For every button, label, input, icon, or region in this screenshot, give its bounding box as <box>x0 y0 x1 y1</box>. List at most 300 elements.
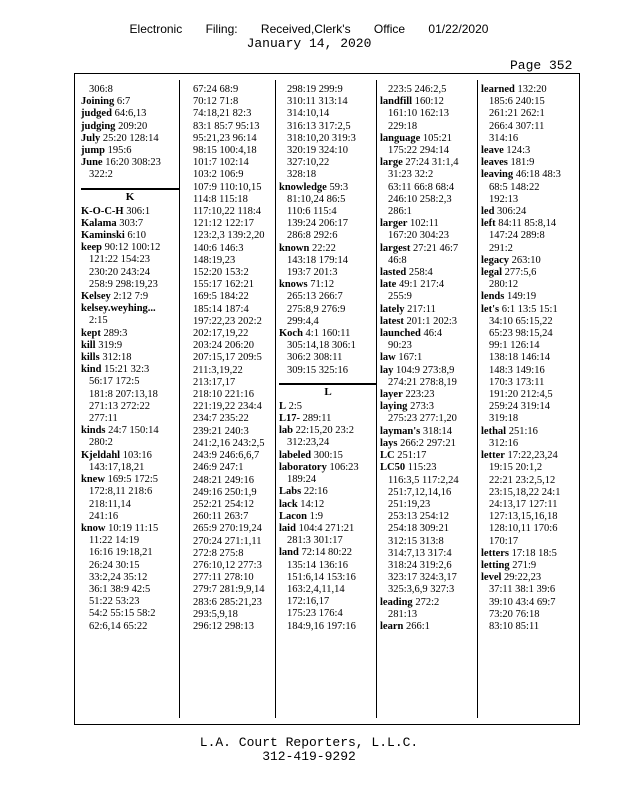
page-number: Page 352 <box>510 58 573 73</box>
index-entry <box>279 547 377 559</box>
index-word: know <box>81 522 106 534</box>
index-word: laboratory <box>279 461 327 473</box>
index-refs-continued: 325:3,6,9 327:3 <box>388 584 455 596</box>
index-refs-continued: 327:10,22 <box>287 157 330 169</box>
index-refs-continued: 272:8 275:8 <box>193 547 244 559</box>
index-refs-continued: 318:24 319:2,6 <box>388 559 452 571</box>
index-refs: 115:23 <box>407 462 437 474</box>
index-refs-continued: 39:10 43:4 69:7 <box>489 596 556 608</box>
index-refs-continued: 37:11 38:1 39:6 <box>489 584 556 596</box>
index-refs-continued: 148:3 149:16 <box>489 364 545 376</box>
index-entry <box>380 438 478 450</box>
index-refs: 104:9 273:8,9 <box>396 364 455 376</box>
index-entry <box>481 304 579 316</box>
filing-header <box>0 22 618 36</box>
index-entry <box>81 352 179 364</box>
index-refs-continued: 33:2,24 35:12 <box>89 571 148 583</box>
index-word: laid <box>279 522 296 534</box>
index-word: known <box>279 242 310 254</box>
index-entry <box>380 304 478 316</box>
index-word: landfill <box>380 96 413 108</box>
index-word: Kaminski <box>81 230 125 242</box>
index-refs-continued: 2:15 <box>89 315 108 327</box>
index-refs-continued: 229:18 <box>388 120 418 132</box>
index-refs-continued: 310:11 313:14 <box>287 96 348 108</box>
index-refs-continued: 277:11 <box>89 413 118 425</box>
index-entry <box>481 206 579 218</box>
index-refs-continued: 99:1 126:14 <box>489 340 540 352</box>
index-refs: 17:18 18:5 <box>511 547 557 559</box>
index-word: kinds <box>81 425 106 437</box>
index-refs: 160:12 <box>414 96 444 108</box>
index-refs: 6:1 13:5 15:1 <box>501 303 558 315</box>
index-refs: 22:22 <box>311 242 336 254</box>
index-refs: 16:20 308:23 <box>105 157 161 169</box>
index-refs-continued: 31:23 32:2 <box>388 169 434 181</box>
index-refs: 277:5,6 <box>504 267 537 279</box>
index-entry <box>380 218 478 230</box>
index-refs-continued: 202:17,19,22 <box>193 328 249 340</box>
index-refs-continued: 291:2 <box>489 242 513 254</box>
index-refs-continued: 293:5,9,18 <box>193 608 238 620</box>
index-refs: 195:6 <box>107 145 132 157</box>
section-letter: L <box>279 383 377 399</box>
index-entry <box>380 352 478 364</box>
index-refs-continued: 211:3,19,22 <box>193 364 243 376</box>
index-column-3 <box>279 84 377 633</box>
index-refs-continued: 312:23,24 <box>287 437 330 449</box>
index-refs-continued: 265:9 270:19,24 <box>193 523 262 535</box>
index-refs: 25:20 128:14 <box>102 132 159 144</box>
index-word: judged <box>81 108 112 120</box>
index-refs-continued: 286:8 292:6 <box>287 230 338 242</box>
index-refs-continued: 16:16 19:18,21 <box>89 547 153 559</box>
index-entry <box>279 450 377 462</box>
index-word: layer <box>380 389 403 401</box>
index-refs-continued: 319:18 <box>489 413 519 425</box>
index-entry <box>279 499 377 511</box>
index-word: judging <box>81 120 116 132</box>
index-refs-continued: 83:1 85:7 95:13 <box>193 120 260 132</box>
index-refs-continued: 298:19 299:9 <box>287 84 343 95</box>
index-refs-continued: 123:2,3 139:2,20 <box>193 230 265 242</box>
index-refs-continued: 259:24 319:14 <box>489 401 550 413</box>
index-refs-continued: 169:5 184:22 <box>193 291 249 303</box>
index-word: left <box>481 218 496 230</box>
index-refs: 71:12 <box>310 279 335 291</box>
index-column-1 <box>81 84 179 633</box>
index-refs: 169:5 172:5 <box>107 474 159 486</box>
index-word: lately <box>380 303 405 315</box>
header-date: 01/22/2020 <box>428 22 489 36</box>
index-refs-continued: 116:3,5 117:2,24 <box>388 474 459 486</box>
index-refs-continued: 286:1 <box>388 206 412 218</box>
index-entry <box>279 243 377 255</box>
index-entry <box>380 96 478 108</box>
index-word: Labs <box>279 486 302 498</box>
index-refs-continued: 175:22 294:14 <box>388 145 449 157</box>
index-refs-continued: 11:22 14:19 <box>89 535 140 547</box>
index-refs: 266:1 <box>405 620 430 632</box>
index-refs-continued: 213:17,17 <box>193 376 236 388</box>
index-entry <box>380 389 478 401</box>
index-entry <box>81 474 179 486</box>
index-refs-continued: 73:20 76:18 <box>489 608 540 620</box>
index-refs-continued: 90:23 <box>388 340 412 352</box>
index-refs-continued: 22:21 23:2,5,12 <box>489 474 556 486</box>
index-word: late <box>380 279 397 291</box>
index-refs: 10:19 11:15 <box>108 522 159 534</box>
index-entry <box>380 426 478 438</box>
index-refs-continued: 309:15 325:16 <box>287 364 348 376</box>
index-refs-continued: 281:13 <box>388 608 418 620</box>
index-refs-continued: 299:4,4 <box>287 315 319 327</box>
index-word: leading <box>380 596 413 608</box>
index-refs-continued: 261:21 262:1 <box>489 108 545 120</box>
column-divider <box>477 80 478 718</box>
index-refs-continued: 189:24 <box>287 474 317 486</box>
index-word: let's <box>481 303 500 315</box>
index-refs: 251:16 <box>508 425 538 437</box>
index-refs-continued: 172:16,17 <box>287 596 330 608</box>
index-entry <box>279 328 377 340</box>
index-word: LC <box>380 450 395 462</box>
index-word: knew <box>81 474 105 486</box>
index-entry <box>279 523 377 535</box>
section-letter: K <box>81 188 179 204</box>
index-refs-continued: 249:16 250:1,9 <box>193 486 257 498</box>
index-word: lack <box>279 498 298 510</box>
index-word: knowledge <box>279 181 327 193</box>
index-refs-continued: 184:9,16 197:16 <box>287 620 356 632</box>
index-entry <box>481 169 579 181</box>
index-refs: 272:2 <box>415 596 440 608</box>
index-refs-continued: 143:18 179:14 <box>287 254 348 266</box>
index-refs-continued: 253:13 254:12 <box>388 511 449 523</box>
index-refs: 217:11 <box>407 303 436 315</box>
index-word: law <box>380 352 396 364</box>
index-refs-continued: 197:22,23 202:2 <box>193 315 262 327</box>
index-refs: 59:3 <box>329 181 349 193</box>
index-refs: 306:1 <box>126 205 151 217</box>
index-refs: 15:21 32:3 <box>104 364 150 376</box>
index-word: largest <box>380 242 411 254</box>
index-entry <box>481 267 579 279</box>
index-entry <box>279 462 377 474</box>
index-word: launched <box>380 328 421 340</box>
index-refs-continued: 185:14 187:4 <box>193 303 249 315</box>
index-refs-continued: 316:13 317:2,5 <box>287 120 351 132</box>
index-refs-continued: 181:8 207:13,18 <box>89 388 158 400</box>
index-refs-continued: 175:23 176:4 <box>287 608 343 620</box>
index-refs-continued: 312:15 313:8 <box>388 535 444 547</box>
index-refs-continued: 193:7 201:3 <box>287 267 338 279</box>
index-refs: 104:4 271:21 <box>298 522 355 534</box>
index-refs-continued: 62:6,14 65:22 <box>89 620 148 632</box>
index-word: large <box>380 157 403 169</box>
index-refs-continued: 185:6 240:15 <box>489 96 545 108</box>
index-entry <box>380 328 478 340</box>
index-refs-continued: 51:22 53:23 <box>89 596 140 608</box>
index-refs: 27:24 31:1,4 <box>405 157 459 169</box>
index-entry <box>380 462 478 474</box>
index-refs: 106:23 <box>329 461 359 473</box>
index-refs-continued: 258:9 298:19,23 <box>89 278 158 290</box>
index-refs-continued: 241:2,16 243:2,5 <box>193 437 265 449</box>
index-refs-continued: 281:3 301:17 <box>287 535 343 547</box>
index-entry <box>380 401 478 413</box>
index-refs: 27:21 46:7 <box>412 242 459 254</box>
index-word: lay <box>380 364 394 376</box>
index-refs: 300:15 <box>313 449 343 461</box>
index-refs-continued: 318:10,20 319:3 <box>287 132 356 144</box>
header-office: Office <box>373 22 406 36</box>
index-entry <box>279 182 377 194</box>
index-word: land <box>279 547 299 559</box>
index-refs-continued: 24:13,17 127:11 <box>489 498 558 510</box>
index-entry <box>81 218 179 230</box>
index-word: larger <box>380 218 408 230</box>
index-refs: 102:11 <box>410 218 439 230</box>
index-word: lends <box>481 291 505 303</box>
index-entry <box>380 133 478 145</box>
index-refs: 1:9 <box>309 510 324 522</box>
index-entry <box>81 340 179 352</box>
index-refs-continued: 143:17,18,21 <box>89 461 145 473</box>
index-refs-continued: 251:19,23 <box>388 498 431 510</box>
index-refs-continued: 230:20 243:24 <box>89 266 150 278</box>
index-refs-continued: 170:17 <box>489 535 519 547</box>
index-refs: 318:14 <box>422 425 453 437</box>
index-refs-continued: 280:2 <box>89 437 113 449</box>
index-entry <box>380 450 478 462</box>
index-refs-continued: 114:8 115:18 <box>193 193 248 205</box>
index-refs-continued: 63:11 66:8 68:4 <box>388 181 455 193</box>
index-refs: 289:3 <box>103 327 128 339</box>
index-refs-continued: 280:12 <box>489 279 519 291</box>
index-refs-continued: 328:18 <box>287 169 317 181</box>
index-refs-continued: 103:2 106:9 <box>193 169 244 181</box>
index-refs-continued: 107:9 110:10,15 <box>193 181 262 193</box>
index-refs-continued: 275:23 277:1,20 <box>388 413 457 425</box>
index-refs-continued: 172:8,11 218:6 <box>89 486 153 498</box>
index-refs-continued: 83:10 85:11 <box>489 620 540 632</box>
index-refs: 273:3 <box>410 401 434 413</box>
index-refs-continued: 276:10,12 277:3 <box>193 559 262 571</box>
index-entry <box>380 621 478 633</box>
index-refs-continued: 74:18,21 82:3 <box>193 108 252 120</box>
index-word: kept <box>81 327 101 339</box>
index-refs: 64:6,13 <box>114 108 147 120</box>
index-refs-continued: 221:19,22 234:4 <box>193 401 262 413</box>
index-refs-continued: 155:17 162:21 <box>193 279 254 291</box>
index-entry <box>81 157 179 169</box>
index-entry <box>380 157 478 169</box>
index-refs: 251:17 <box>397 450 427 462</box>
index-refs-continued: 23:15,18,22 24:1 <box>489 486 561 498</box>
index-refs-continued: 163:2,4,11,14 <box>287 583 345 595</box>
index-refs: 266:2 297:21 <box>400 437 456 449</box>
index-refs-continued: 19:15 20:1,2 <box>489 462 543 474</box>
index-entry <box>81 364 179 376</box>
index-word: letting <box>481 559 510 571</box>
index-entry <box>81 133 179 145</box>
index-refs: 289:11 <box>302 413 332 425</box>
index-refs: 258:4 <box>408 267 433 279</box>
index-entry <box>279 511 377 523</box>
index-refs-continued: 128:10,11 170:6 <box>489 523 558 535</box>
index-word: level <box>481 572 502 584</box>
index-refs: 181:9 <box>510 157 535 169</box>
index-refs-continued: 246:10 258:2,3 <box>388 193 452 205</box>
index-entry <box>481 145 579 157</box>
index-refs-continued: 323:17 324:3,17 <box>388 572 457 584</box>
index-word: kelsey.weyhing... <box>81 303 156 315</box>
index-refs-continued: 101:7 102:14 <box>193 157 249 169</box>
index-word: learn <box>380 620 404 632</box>
index-refs: 72:14 80:22 <box>301 547 352 559</box>
index-word: lays <box>380 437 398 449</box>
index-refs-continued: 95:21,23 96:14 <box>193 132 257 144</box>
index-refs: 306:24 <box>497 206 527 218</box>
index-entry <box>81 291 179 303</box>
index-refs-continued: 251:7,12,14,16 <box>388 486 452 498</box>
index-word: knows <box>279 279 308 291</box>
index-refs-continued: 139:24 206:17 <box>287 218 348 230</box>
index-refs-continued: 314:16 <box>489 132 519 144</box>
index-refs: 319:9 <box>98 339 123 351</box>
index-refs: 303:7 <box>119 217 144 229</box>
index-refs: 17:22,23,24 <box>507 450 558 462</box>
index-entry <box>81 145 179 157</box>
index-word: L <box>279 400 287 412</box>
index-word: letter <box>481 450 505 462</box>
index-word: lab <box>279 425 294 437</box>
index-refs: 24:7 150:14 <box>108 425 159 437</box>
index-refs: 312:18 <box>102 352 132 364</box>
index-entry <box>380 365 478 377</box>
index-refs-continued: 274:21 278:8,19 <box>388 376 457 388</box>
index-word: June <box>81 157 103 169</box>
index-refs: 29:22,23 <box>504 572 542 584</box>
hearing-date: January 14, 2020 <box>246 36 372 51</box>
index-word: laying <box>380 401 408 413</box>
index-word: legacy <box>481 254 509 266</box>
index-entry <box>481 84 579 96</box>
index-refs: 49:1 217:4 <box>398 279 445 291</box>
index-refs-continued: 270:24 271:1,11 <box>193 535 262 547</box>
index-refs: 22:15,20 23:2 <box>295 425 354 437</box>
index-refs-continued: 314:7,13 317:4 <box>388 547 452 559</box>
index-entry <box>481 426 579 438</box>
index-entry <box>481 157 579 169</box>
index-entry <box>81 450 179 462</box>
index-refs-continued: 241:16 <box>89 510 119 522</box>
index-entry <box>380 597 478 609</box>
index-entry <box>279 413 377 425</box>
index-refs-continued: 170:3 173:11 <box>489 376 545 388</box>
header-filing: Filing: <box>205 22 238 36</box>
index-refs-continued: 223:5 246:2,5 <box>388 84 447 95</box>
index-column-2 <box>185 84 283 633</box>
index-refs: 2:12 7:9 <box>113 291 149 303</box>
index-entry <box>380 316 478 328</box>
index-entry <box>481 218 579 230</box>
index-refs-continued: 26:24 30:15 <box>89 559 140 571</box>
index-word: learned <box>481 84 515 95</box>
index-word: Kjeldahl <box>81 449 121 461</box>
index-refs-continued: 312:16 <box>489 437 519 449</box>
index-refs-continued: 314:10,14 <box>287 108 330 120</box>
index-refs-continued: 147:24 289:8 <box>489 230 545 242</box>
index-entry <box>481 450 579 462</box>
index-refs: 201:1 202:3 <box>406 315 458 327</box>
header-received: Received,Clerk's <box>260 22 351 36</box>
index-entry <box>81 121 179 133</box>
index-refs: 6:7 <box>116 96 131 108</box>
index-refs-continued: 271:13 272:22 <box>89 400 150 412</box>
index-word: leave <box>481 145 504 157</box>
index-entry <box>81 523 179 535</box>
index-frame <box>74 73 580 725</box>
index-refs: 271:9 <box>512 559 537 571</box>
index-word: Joining <box>81 96 115 108</box>
index-refs-continued: 135:14 136:16 <box>287 559 348 571</box>
index-refs-continued: 56:17 172:5 <box>89 376 140 388</box>
index-entry <box>81 206 179 218</box>
index-refs-continued: 36:1 38:9 42:5 <box>89 583 151 595</box>
index-entry <box>279 486 377 498</box>
index-refs-continued: 246:9 247:1 <box>193 462 244 474</box>
index-word: layman's <box>380 425 421 437</box>
index-entry <box>81 328 179 340</box>
index-word: kill <box>81 339 96 351</box>
index-refs-continued: 254:18 309:21 <box>388 523 449 535</box>
reporter-company: L.A. Court Reporters, L.L.C. <box>199 735 419 750</box>
index-refs-continued: 68:5 148:22 <box>489 181 540 193</box>
index-entry <box>481 291 579 303</box>
index-column-4 <box>380 84 478 633</box>
index-word: K-O-C-H <box>81 205 124 217</box>
index-refs-continued: 207:15,17 209:5 <box>193 352 262 364</box>
index-refs: 167:1 <box>398 352 423 364</box>
index-refs-continued: 98:15 100:4,18 <box>193 145 257 157</box>
index-word: Kelsey <box>81 291 111 303</box>
column-divider <box>275 80 276 718</box>
index-entry <box>380 279 478 291</box>
index-refs-continued: 248:21 249:16 <box>193 474 254 486</box>
index-refs-continued: 305:14,18 306:1 <box>287 340 356 352</box>
index-refs-continued: 127:13,15,16,18 <box>489 511 558 523</box>
index-refs-continued: 117:10,22 118:4 <box>193 206 262 218</box>
reporter-phone: 312-419-9292 <box>262 749 356 764</box>
index-refs-continued: 243:9 246:6,6,7 <box>193 450 260 462</box>
index-refs: 46:4 <box>423 328 443 340</box>
index-refs-continued: 138:18 146:14 <box>489 352 550 364</box>
index-refs-continued: 283:6 285:21,23 <box>193 596 262 608</box>
index-word: July <box>81 132 101 144</box>
index-word: led <box>481 206 495 218</box>
index-word: Lacon <box>279 510 308 522</box>
index-refs: 209:20 <box>118 120 148 132</box>
index-entry <box>81 96 179 108</box>
index-refs-continued: 218:11,14 <box>89 498 131 510</box>
index-entry <box>481 560 579 572</box>
index-word: leaving <box>481 169 514 181</box>
index-refs-continued: 81:10,24 86:5 <box>287 193 346 205</box>
index-refs-continued: 260:11 263:7 <box>193 511 249 523</box>
index-word: lasted <box>380 267 407 279</box>
